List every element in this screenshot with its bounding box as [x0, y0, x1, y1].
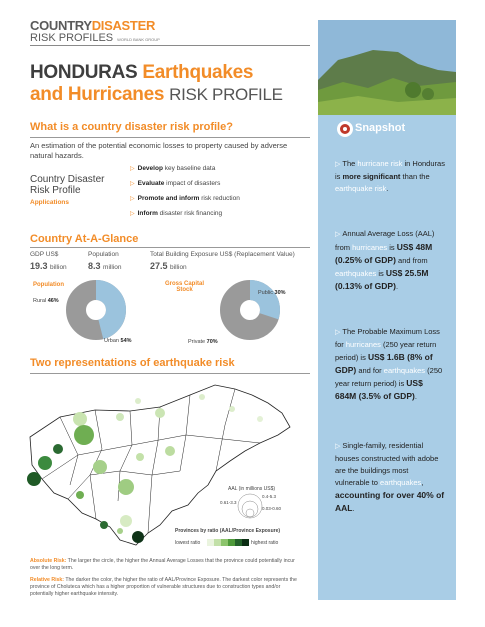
bullet-rest: risk reduction [199, 195, 240, 202]
page-title-line2 [30, 84, 283, 106]
absolute-risk-label: Absolute Risk: [30, 558, 67, 564]
public-label-text: Public [258, 290, 273, 296]
private-label-text: Private [188, 339, 206, 345]
aal-legend-value-2: 0.61-3.3 [220, 500, 237, 505]
exposure-number: 27.5 [150, 261, 168, 271]
aal-circle [53, 444, 63, 454]
pop-unit: million [103, 264, 122, 271]
population-donut [66, 280, 126, 340]
triangle-icon: ▷ [335, 231, 341, 238]
bullet-rest: key baseline data [162, 165, 216, 172]
aal-circle [136, 453, 144, 461]
photo-tree [422, 88, 434, 100]
absolute-risk-caption [30, 558, 300, 572]
bullet-develop [130, 165, 215, 172]
public-value: 30% [274, 290, 286, 296]
absolute-risk-text: The larger the circle, the higher the Annual Average Losses that the province could potentially incur over the long term. [30, 558, 295, 571]
ratio-swatch [228, 539, 235, 546]
aal-circle [73, 412, 87, 426]
bold-value: US$ 25.5M (0.13% of GDP) [335, 268, 429, 291]
stock-title-line2: Stock [176, 287, 193, 293]
highlight: hurricanes [345, 340, 381, 349]
triangle-icon: ▷ [130, 181, 135, 187]
text: The Probable Maximum Loss for [335, 327, 440, 349]
triangle-icon: ▷ [130, 211, 135, 217]
highlight: hurricanes [352, 243, 388, 252]
snapshot-point-3 [335, 326, 445, 403]
text: is [376, 269, 386, 278]
glance-heading: Country At-A-Glance [30, 233, 139, 245]
text: and from [395, 256, 428, 265]
relative-risk-caption [30, 577, 300, 598]
aal-circle [116, 413, 124, 421]
aal-circle [118, 479, 134, 495]
divider [30, 137, 310, 138]
bullet-bold: Inform [137, 210, 158, 217]
ratio-color-scale [207, 539, 249, 546]
bold-text: accounting for over 40% of AAL [335, 490, 445, 513]
aal-circle [257, 416, 263, 422]
brand-subtitle [30, 32, 160, 44]
triangle-icon: ▷ [335, 329, 341, 336]
bullet-rest: impact of disasters [164, 180, 221, 187]
aal-circle [155, 408, 165, 418]
snapshot-target-icon [336, 120, 354, 138]
aal-circle [199, 394, 205, 400]
snapshot-heading: Snapshot [355, 122, 406, 134]
rural-value: 46% [47, 298, 59, 304]
text: Annual Average Loss (AAL) from [335, 229, 435, 252]
pop-number: 8.3 [88, 261, 101, 271]
aal-circle [74, 425, 94, 445]
ratio-low-label: lowest ratio [175, 540, 201, 546]
triangle-icon: ▷ [335, 161, 341, 168]
title-hazard2: and Hurricanes [30, 84, 165, 105]
aal-circle [229, 406, 235, 412]
ratio-swatch [235, 539, 242, 546]
private-value: 70% [206, 339, 218, 345]
bold-value: US$ 1.6B (8% of GDP) [335, 352, 433, 375]
public-label [258, 290, 286, 296]
photo-tree [405, 82, 421, 98]
triangle-icon: ▷ [130, 166, 135, 172]
bullet-bold: Promote and inform [137, 195, 200, 202]
aal-legend-title: AAL (in millions US$) [228, 486, 276, 492]
aal-legend-value-1: 0.4-5.3 [262, 494, 277, 499]
text: in Honduras is [335, 159, 445, 181]
brand-part2: DISASTER [91, 18, 156, 33]
cdrp-label [30, 174, 104, 196]
aal-circle [120, 515, 132, 527]
text: than the [400, 172, 430, 181]
highlight: earthquake risk [335, 184, 387, 193]
title-hazard1: Earthquakes [142, 62, 254, 83]
highlight: hurricane risk [357, 159, 403, 168]
map-heading: Two representations of earthquake risk [30, 357, 235, 369]
private-label [188, 339, 218, 345]
urban-label [104, 338, 132, 344]
relative-risk-label: Relative Risk: [30, 577, 65, 583]
ratio-swatch [242, 539, 249, 546]
aal-circle [93, 460, 107, 474]
ratio-swatch [221, 539, 228, 546]
text: (250 year return period) is [335, 340, 437, 362]
gdp-value [30, 261, 67, 271]
population-value [88, 261, 121, 271]
brand-logo [30, 18, 155, 33]
capital-stock-donut [220, 280, 280, 340]
urban-value: 54% [120, 338, 132, 344]
rural-label [33, 298, 59, 304]
highlight: earthquakes [383, 366, 426, 375]
snapshot-point-1 [335, 158, 445, 195]
aal-legend-value-3: 0.03-0.60 [262, 506, 282, 511]
brand-line2: RISK PROFILES [30, 32, 114, 44]
header-rule [30, 45, 310, 46]
urban-label-text: Urban [104, 338, 119, 344]
title-suffix: RISK PROFILE [169, 85, 283, 104]
text: and for [356, 366, 384, 375]
aal-circle [76, 491, 84, 499]
legend-circle-small [246, 509, 254, 517]
exposure-label: Total Building Exposure US$ (Replacement Value) [150, 251, 295, 258]
donut-hole [241, 301, 259, 319]
aal-circle [117, 528, 123, 534]
highlight: earthquakes [335, 269, 377, 278]
snapshot-point-2 [335, 228, 445, 293]
bullet-bold: Evaluate [137, 180, 165, 187]
legend-circle-large [238, 494, 262, 518]
page-title-line1 [30, 62, 253, 84]
ratio-legend-title: Provinces by ratio (AAL/Province Exposure) [175, 528, 281, 534]
cdrp-label-line1: Country Disaster [30, 174, 105, 185]
rural-label-text: Rural [33, 298, 47, 304]
divider [30, 373, 310, 374]
triangle-icon: ▷ [335, 443, 341, 450]
text: . [395, 282, 399, 291]
text: . [414, 392, 417, 401]
aal-circle [27, 472, 41, 486]
aal-circle [165, 446, 175, 456]
text: , [421, 478, 424, 487]
ratio-swatch [207, 539, 214, 546]
bullet-evaluate [130, 180, 220, 187]
applications-label: Applications [30, 199, 70, 206]
gdp-label: GDP US$ [30, 251, 59, 258]
text: (250 year return period) is [335, 366, 443, 388]
target-center [343, 127, 347, 131]
population-label: Population [88, 251, 119, 258]
highlight: earthquakes [380, 478, 422, 487]
text: is [387, 243, 397, 252]
brand-part1: COUNTRY [30, 18, 92, 33]
bold-text: more significant [342, 172, 401, 181]
donut-hole [87, 301, 105, 319]
aal-circle [132, 531, 144, 543]
snapshot-point-4 [335, 440, 445, 515]
stock-title-line1: Gross Capital [165, 281, 205, 287]
text: Single-family, residential houses constructed with adobe are the buildings most vulnerable to [335, 441, 439, 487]
intro-heading: What is a country disaster risk profile? [30, 121, 233, 133]
text: . [352, 504, 355, 513]
title-country: HONDURAS [30, 62, 138, 83]
landscape-photo [318, 20, 456, 115]
text: The [342, 159, 358, 168]
population-pie-title: Population [33, 282, 64, 288]
bold-value: US$ 48M (0.25% of GDP) [335, 242, 433, 265]
aal-circle [100, 521, 108, 529]
bold-value: US$ 684M (3.5% of GDP) [335, 378, 423, 401]
aal-circle [38, 456, 52, 470]
text: . [386, 184, 389, 193]
gdp-unit: billion [50, 264, 67, 271]
brand-small: WORLD BANK GROUP [117, 37, 160, 42]
exposure-value [150, 261, 187, 271]
exposure-unit: billion [170, 264, 187, 271]
bullet-rest: disaster risk financing [157, 210, 223, 217]
divider [30, 247, 310, 248]
relative-risk-text: The darker the color, the higher the ratio of AAL/Province Exposure. The darkest color represents the province of Choluteca which has a higher proportion of vulnerable structures due to construction types and/or potentially higher earthquake intensity. [30, 577, 297, 597]
bullet-inform [130, 210, 222, 217]
stock-pie-title [165, 281, 204, 293]
bullet-bold: Develop [137, 165, 163, 172]
bullet-promote [130, 195, 240, 202]
ratio-swatch [214, 539, 221, 546]
cdrp-label-line2: Risk Profile [30, 185, 81, 196]
intro-text: An estimation of the potential economic losses to property caused by adverse natural hazards. [30, 141, 288, 160]
ratio-high-label: highest ratio [251, 540, 279, 546]
aal-circle [135, 398, 141, 404]
triangle-icon: ▷ [130, 196, 135, 202]
gdp-number: 19.3 [30, 261, 48, 271]
